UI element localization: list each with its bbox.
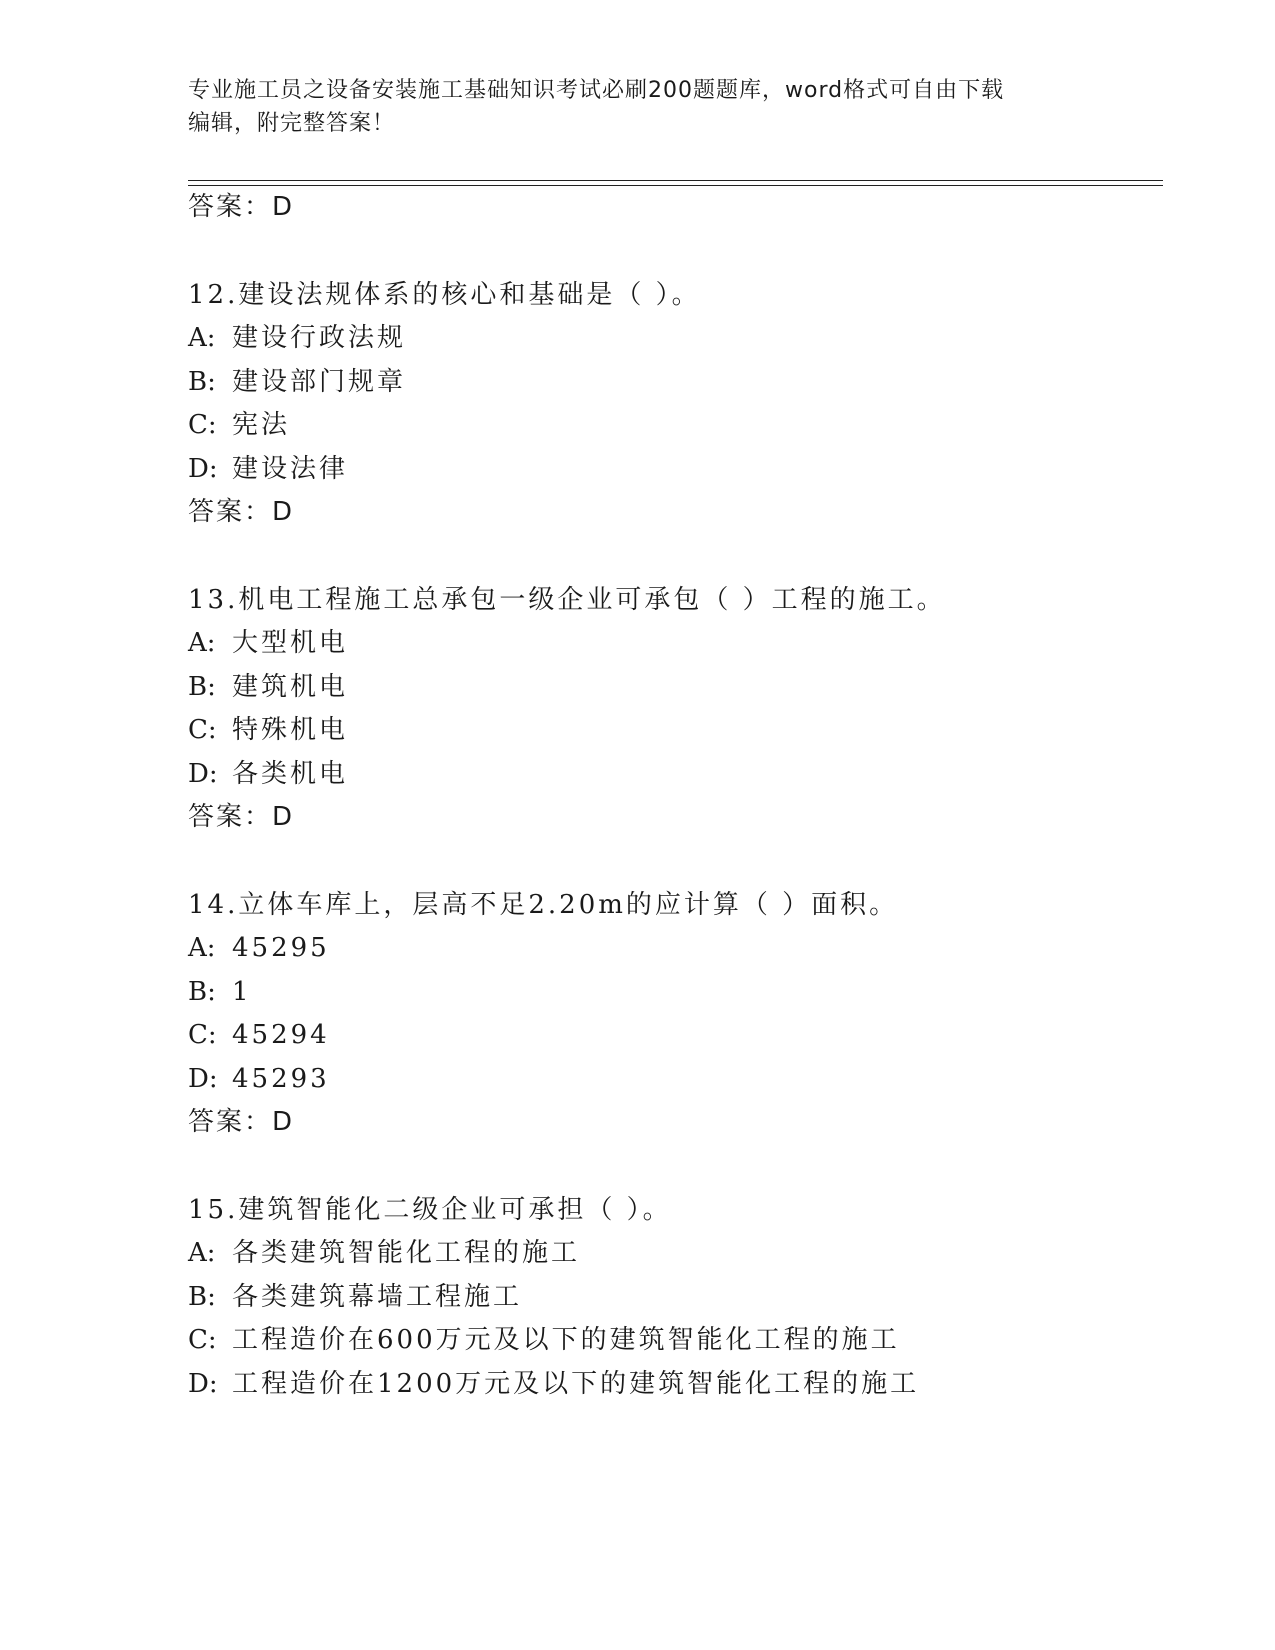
question-15-option-a xyxy=(188,1238,580,1268)
option-text: 建设行政法规 xyxy=(232,323,407,353)
question-13-option-c xyxy=(188,715,348,745)
answer-q13: 答案：D xyxy=(188,802,295,832)
header-divider-bottom xyxy=(188,185,1163,186)
option-text: 建设法律 xyxy=(232,454,349,484)
question-13-option-b xyxy=(188,672,348,702)
option-text: 建筑机电 xyxy=(232,672,349,702)
question-13-stem: 13.机电工程施工总承包一级企业可承包（ ）工程的施工。 xyxy=(188,585,946,615)
option-text: 45295 xyxy=(232,933,330,963)
option-label: C: xyxy=(188,715,217,745)
option-label: D: xyxy=(188,1369,218,1399)
option-label: D: xyxy=(188,1064,218,1094)
option-text: 宪法 xyxy=(232,410,291,440)
question-12-option-d xyxy=(188,454,348,484)
question-12-option-b xyxy=(188,367,406,397)
option-text: 特殊机电 xyxy=(232,715,349,745)
question-15-option-b xyxy=(188,1282,522,1312)
answer-q14: 答案：D xyxy=(188,1107,295,1137)
option-text: 工程造价在1200万元及以下的建筑智能化工程的施工 xyxy=(232,1369,920,1399)
option-label: C: xyxy=(188,1325,217,1355)
option-text: 工程造价在600万元及以下的建筑智能化工程的施工 xyxy=(232,1325,900,1355)
question-14-option-b xyxy=(188,977,252,1007)
option-text: 1 xyxy=(232,977,252,1007)
option-text: 45293 xyxy=(232,1064,330,1094)
option-label: C: xyxy=(188,410,217,440)
option-label: A: xyxy=(188,628,216,658)
header-line-1: 专业施工员之设备安装施工基础知识考试必刷200题题库，word格式可自由下载 xyxy=(188,78,1005,103)
question-15-option-d xyxy=(188,1369,919,1399)
question-14-option-c xyxy=(188,1020,330,1050)
option-label: B: xyxy=(188,367,216,397)
option-text: 各类建筑幕墙工程施工 xyxy=(232,1282,523,1312)
question-15-option-c xyxy=(188,1325,900,1355)
option-text: 各类建筑智能化工程的施工 xyxy=(232,1238,581,1268)
option-label: D: xyxy=(188,454,218,484)
header-divider-top xyxy=(188,180,1163,181)
option-label: A: xyxy=(188,1238,216,1268)
option-label: C: xyxy=(188,1020,217,1050)
question-14-option-d xyxy=(188,1064,330,1094)
option-text: 建设部门规章 xyxy=(232,367,407,397)
question-12-stem: 12.建设法规体系的核心和基础是（ ）。 xyxy=(188,280,701,310)
option-text: 各类机电 xyxy=(232,759,349,789)
document-header xyxy=(188,74,1088,140)
question-13-option-d xyxy=(188,759,348,789)
option-text: 45294 xyxy=(232,1020,330,1050)
option-label: B: xyxy=(188,977,216,1007)
answer-q12: 答案：D xyxy=(188,497,295,527)
option-text: 大型机电 xyxy=(232,628,349,658)
option-label: D: xyxy=(188,759,218,789)
option-label: A: xyxy=(188,323,216,353)
option-label: A: xyxy=(188,933,216,963)
option-label: B: xyxy=(188,1282,216,1312)
question-14-option-a xyxy=(188,933,330,963)
question-12-option-a xyxy=(188,323,406,353)
header-line-2: 编辑，附完整答案！ xyxy=(188,111,396,136)
option-label: B: xyxy=(188,672,216,702)
answer-q11: 答案：D xyxy=(188,192,295,222)
question-14-stem: 14.立体车库上，层高不足2.20m的应计算（ ）面积。 xyxy=(188,890,899,920)
question-15-stem: 15.建筑智能化二级企业可承担（ ）。 xyxy=(188,1195,672,1225)
question-13-option-a xyxy=(188,628,348,658)
question-12-option-c xyxy=(188,410,290,440)
